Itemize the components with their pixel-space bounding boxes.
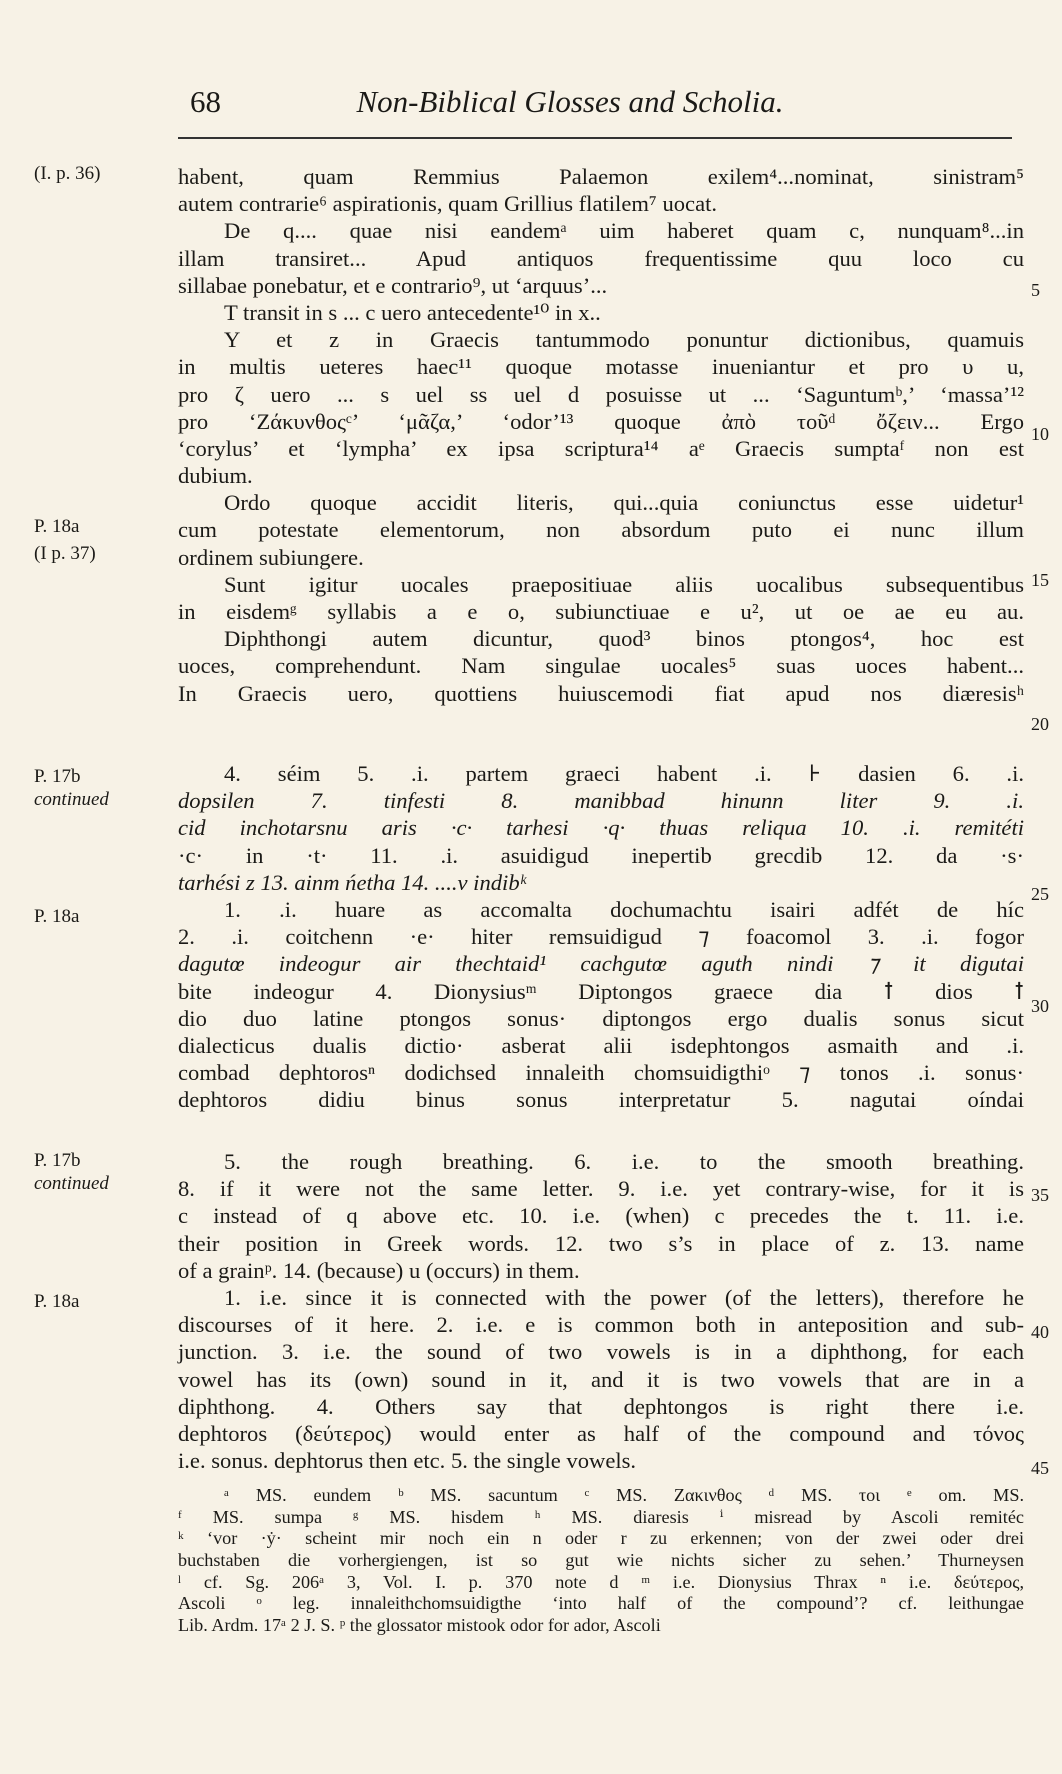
text-line: In Graecis uero, quottiens huiuscemodi fiat apud nos diæresisʰ [178,680,1024,706]
translation-line: their position in Greek words. 12. two s’s in place of z. 13. name [178,1230,1024,1256]
line-number: 25 [1031,884,1049,904]
text-line: uoces, comprehendunt. Nam singulae uocales⁵ suas uoces habent... [178,653,1024,679]
gloss-line: tarhési z 13. ainm ńetha 14. ....v indibᵏ [178,869,526,895]
gloss-line: dagutœ indeogur air thechtaid¹ cachgutœ aguth nindi ⁊ it digutai [178,951,1024,977]
translation-line: 1. i.e. since it is connected with the power (of the letters), therefore he [224,1284,1024,1310]
translation-line: discourses of it here. 2. i.e. e is common both in anteposition and sub- [178,1312,1024,1338]
header-rule [178,137,1012,139]
footnote-line: ᶠ MS. sumpa ᵍ MS. hisdem ʰ MS. diaresis ⁱ misread by Ascoli remitéc [178,1506,1024,1527]
gloss-line: 2. .i. coitchenn ·e· hiter remsuidigud ⁊ foacomol 3. .i. fogor [178,924,1024,950]
footnote-line: ᵏ ‘vor ·ẏ· scheint mir noch ein n oder r zu erkennen; von der zwei oder drei [178,1528,1024,1549]
text-line: Y et z in Graecis tantummodo ponuntur dictionibus, quamuis [224,327,1024,353]
line-number: 35 [1031,1185,1049,1205]
gloss-line: dialecticus dualis dictio· asberat alii isdephtongos asmaith and .i. [178,1032,1024,1058]
text-line: illam transiret... Apud antiquos frequentissime quu loco cu [178,245,1024,271]
text-line: Ordo quoque accidit literis, qui...quia coniunctus esse uidetur¹ [224,490,1024,516]
gloss-line: dopsilen 7. tinfesti 8. manibbad hinunn liter 9. .i. [178,788,1024,814]
translation-line: vowel has its (own) sound in it, and it is two vowels that are in a [178,1366,1024,1392]
line-number: 40 [1031,1322,1049,1342]
page-number: 68 [190,84,221,119]
text-line: Diphthongi autem dicuntur, quod³ binos ptongos⁴, hoc est [224,626,1024,652]
text-line: dubium. [178,463,253,489]
line-number: 5 [1031,280,1040,300]
margin-ref: P. 17b [34,766,81,787]
line-number: 20 [1031,714,1049,734]
text-line: Sunt igitur uocales praepositiuae aliis uocalibus subsequentibus [224,571,1024,597]
text-line: T transit in s ... c uero antecedente¹⁰ in x.. [224,299,601,325]
footnote-line: Ascoli ᵒ leg. innaleithchomsuidigthe ‘into half of the compound’? cf. leithungae [178,1593,1024,1614]
margin-ref: P. 18a [34,1291,80,1312]
irish-gloss-block [178,760,1024,1113]
text-line: pro ‘Ζάκυνθοςᶜ’ ‘μᾶζα,’ ‘odor’¹³ quoque ἀπὸ τοῦᵈ ὄζειν... Ergo [178,408,1024,434]
gloss-line: combad dephtorosⁿ dodichsed innaleith chomsuidigthiᵒ ⁊ tonos .i. sonus· [178,1060,1024,1086]
text-line: autem contrarie⁶ aspirationis, quam Grillius flatilem⁷ uocat. [178,191,718,217]
text-line: habent, quam Remmius Palaemon exilem⁴...nominat, sinistram⁵ [178,164,1024,189]
margin-ref: P. 18a [34,516,80,537]
text-line: ordinem subiungere. [178,544,364,570]
footnote-line: buchstaben die vorhergiengen, ist so gut wie nichts sicher zu sehen.’ Thurneysen [178,1550,1024,1571]
line-number: 10 [1031,424,1049,444]
text-line: in eisdemᵍ syllabis a e o, subiunctiuae e u², ut oe ae eu au. [178,599,1024,624]
margin-ref: (I. p. 36) [34,163,101,184]
line-number: 15 [1031,570,1049,590]
gloss-line: ·c· in ·t· 11. .i. asuidigud inepertib grecdib 12. da ·s· [178,842,1024,868]
translation-block [178,1148,1024,1474]
margin-ref: continued [34,789,109,810]
translation-line: diphthong. 4. Others say that dephtongos is right there i.e. [178,1393,1024,1419]
translation-line: i.e. sonus. dephtorus then etc. 5. the single vowels. [178,1448,637,1474]
gloss-line: dephtoros didiu binus sonus interpretatur 5. nagutai oíndai [178,1087,1024,1113]
translation-line: 8. if it were not the same letter. 9. i.e. yet contrary-wise, for it is [178,1176,1024,1202]
translation-line: c instead of q above etc. 10. i.e. (when) c precedes the t. 11. i.e. [178,1203,1024,1229]
footnotes-block [178,1485,1024,1637]
gloss-line: bite indeogur 4. Dionysiusᵐ Diptongos graece dia ꝉ dios ꝉ [178,978,1024,1004]
text-line: ‘corylus’ et ‘lympha’ ex ipsa scriptura¹⁴ aᵉ Graecis sumptaᶠ non est [178,435,1024,461]
running-title: Non-Biblical Glosses and Scholia. [356,84,784,119]
text-line: cum potestate elementorum, non absordum puto ei nunc illum [178,517,1024,543]
text-line: sillabae ponebatur, et e contrario⁹, ut ‘arquus’... [178,272,608,298]
translation-line: junction. 3. i.e. the sound of two vowels is in a diphthong, for each [178,1339,1024,1365]
margin-ref: (I p. 37) [34,543,96,564]
gloss-line: 4. séim 5. .i. partem graeci habent .i. ⊦ dasien 6. .i. [224,761,1024,786]
translation-line: dephtoros (δεύτερος) would enter as half of the compound and τόνος [178,1420,1024,1446]
translation-line: of a grainᵖ. 14. (because) u (occurs) in them. [178,1257,580,1283]
line-number: 30 [1031,996,1049,1016]
page-header [178,84,962,124]
text-line: De q.... quae nisi eandemᵃ uim haberet quam c, nunquam⁸...in [224,218,1024,244]
gloss-line: cid inchotarsnu aris ·c· tarhesi ·q· thuas reliqua 10. .i. remitéti [178,815,1024,841]
translation-line: 5. the rough breathing. 6. i.e. to the smooth breathing. [224,1149,1024,1174]
gloss-line: 1. .i. huare as accomalta dochumachtu isairi adfét de híc [224,896,1024,922]
margin-ref: P. 17b [34,1150,81,1171]
text-line: in multis ueteres haec¹¹ quoque motasse inueniantur et pro υ u, [178,354,1024,380]
gloss-line: dio duo latine ptongos sonus· diptongos ergo dualis sonus sicut [178,1005,1024,1031]
latin-text-block [178,163,1024,707]
footnote-line: ᵃ MS. eundem ᵇ MS. sacuntum ᶜ MS. Ζακινθος ᵈ MS. τοι ᵉ om. MS. [224,1485,1024,1505]
text-line: pro ζ uero ... s uel ss uel d posuisse ut ... ‘Saguntumᵇ,’ ‘massa’¹² [178,381,1024,407]
footnote-line: Lib. Ardm. 17ᵃ 2 J. S. ᵖ the glossator mistook odor for ador, Ascoli [178,1615,661,1636]
line-number: 45 [1031,1458,1049,1478]
margin-ref: P. 18a [34,906,80,927]
footnote-line: ˡ cf. Sg. 206ᵃ 3, Vol. I. p. 370 note d ᵐ i.e. Dionysius Thrax ⁿ i.e. δεύτερος, [178,1571,1024,1592]
margin-ref: continued [34,1173,109,1194]
